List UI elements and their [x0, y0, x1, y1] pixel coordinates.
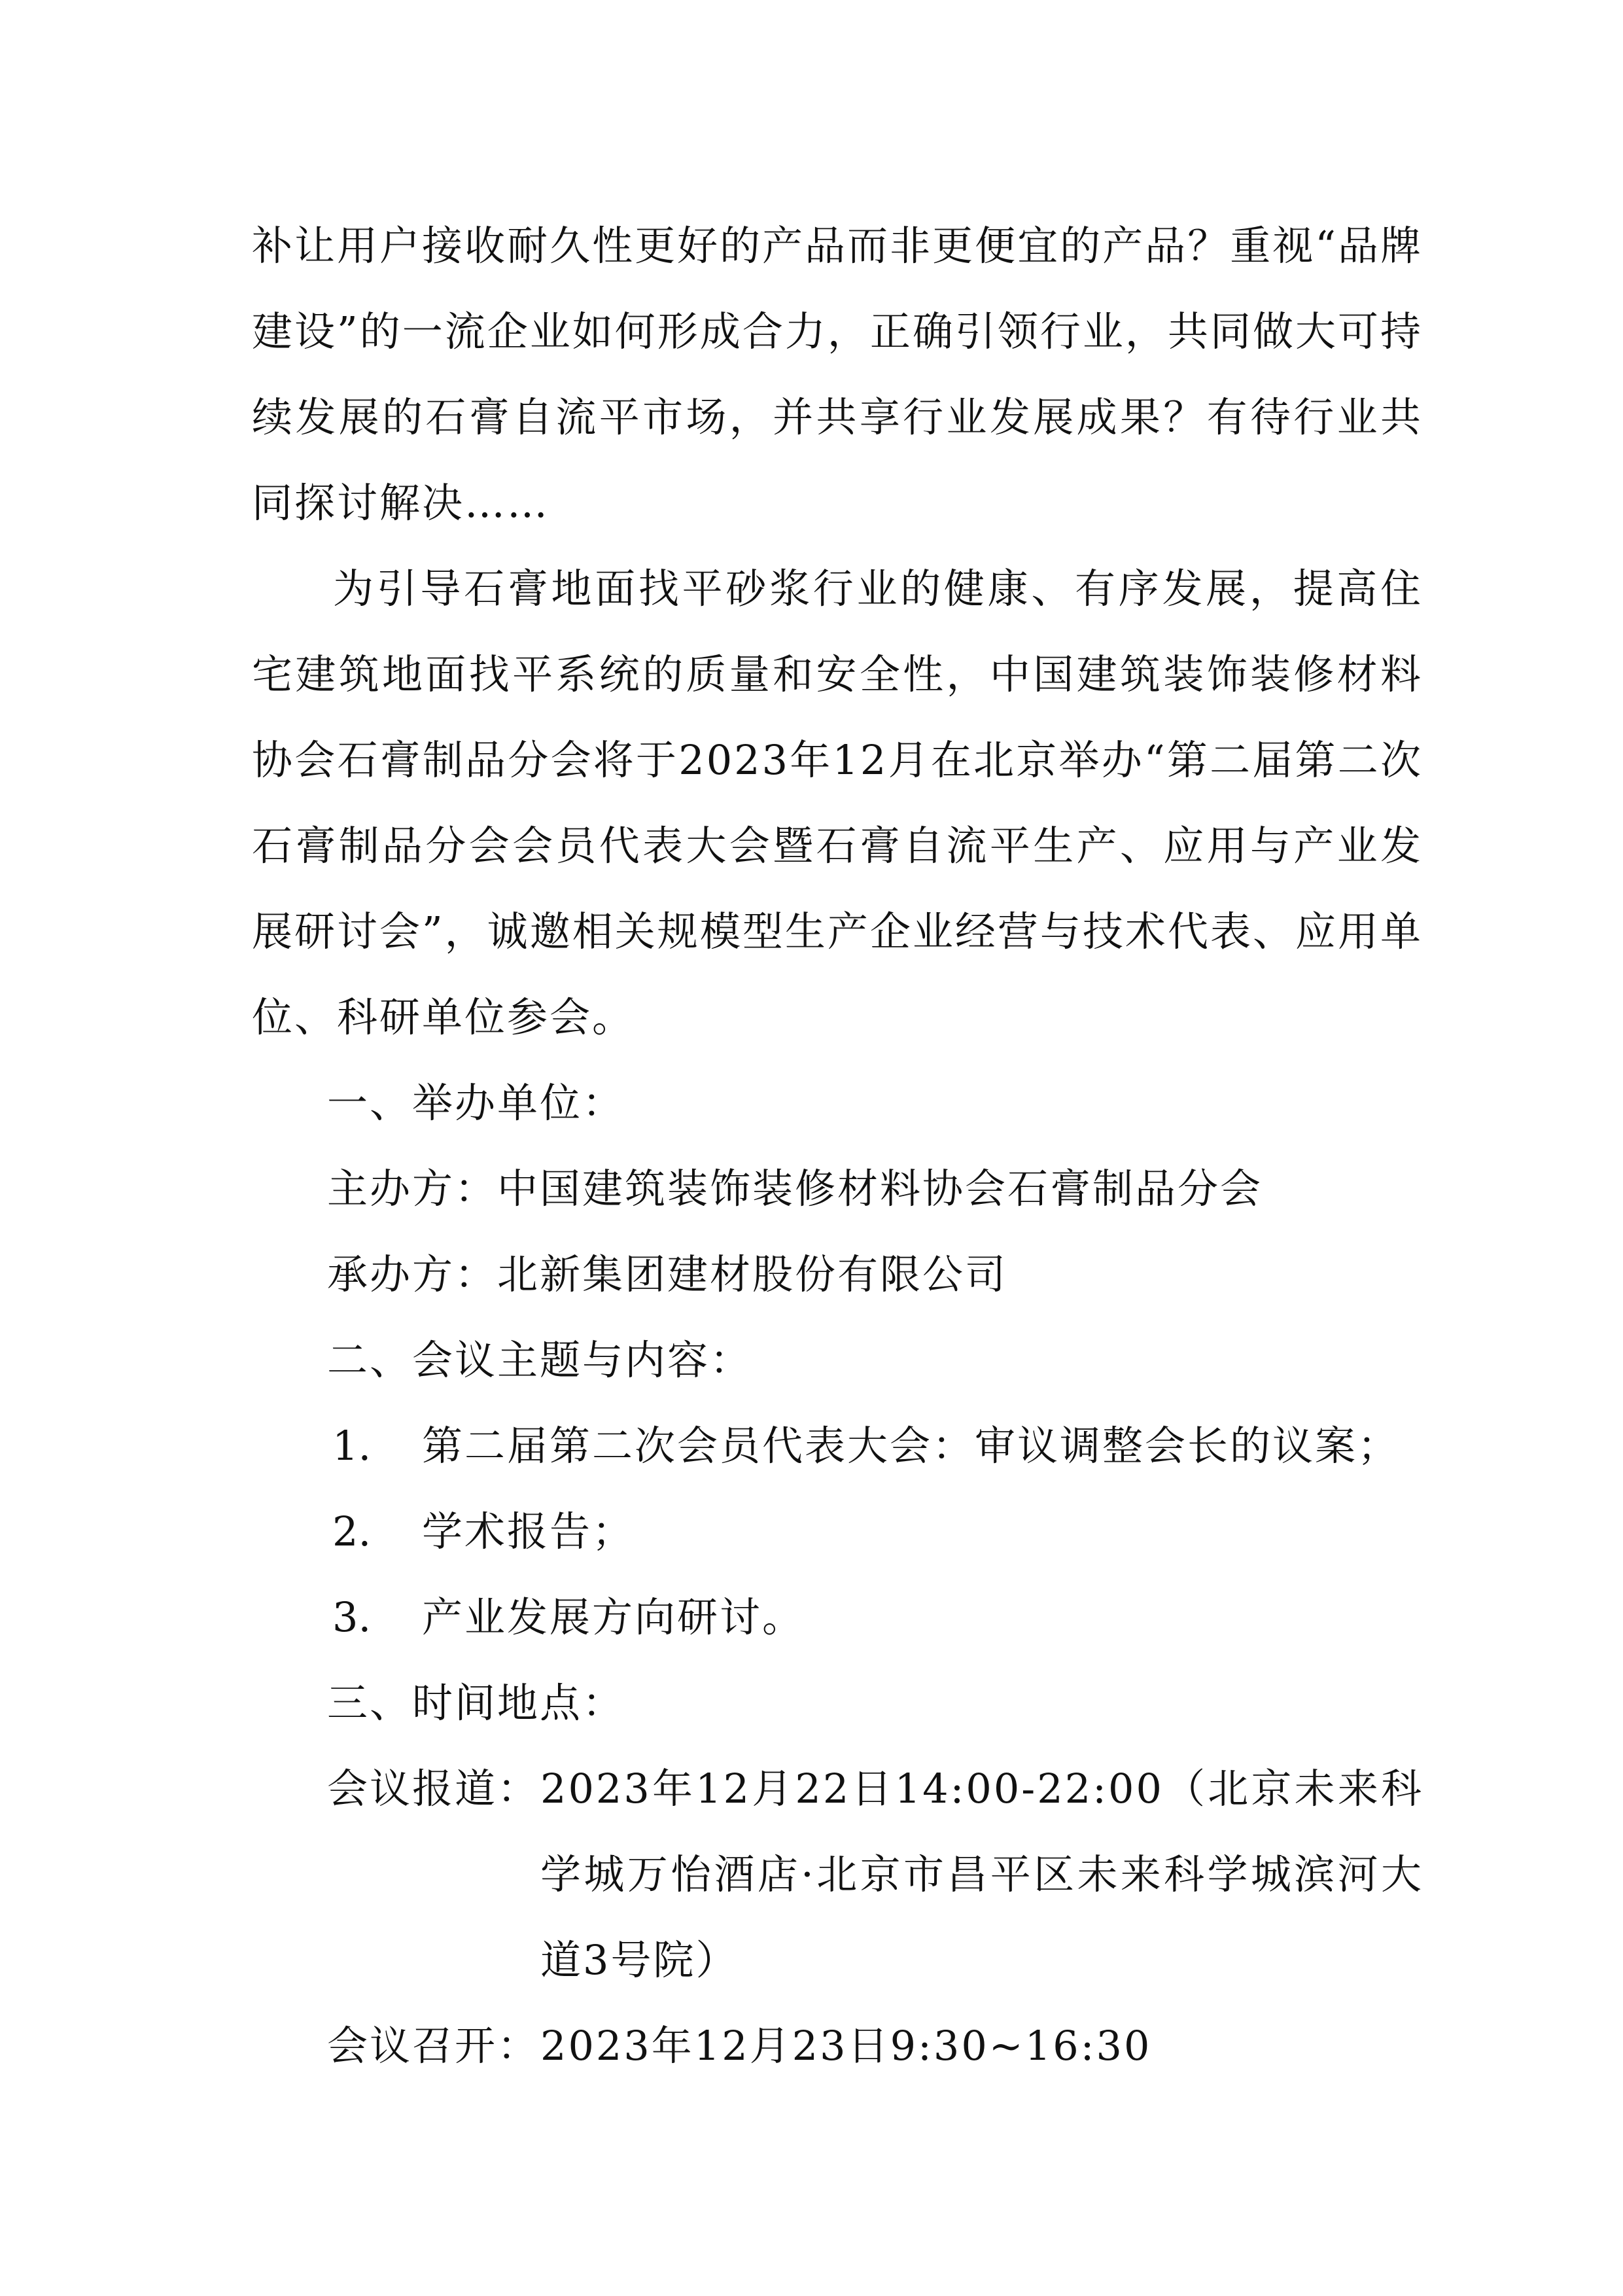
section-heading-organizers: 一、举办单位：	[327, 1079, 625, 1127]
registration-value: 2023年12月22日14:00-22:00（北京未来科学城万怡酒店·北京市昌平区未来科学城滨河大道3号院）	[540, 1765, 1423, 1984]
undertaker-organizer: 承办方：北新集团建材股份有限公司	[327, 1250, 1008, 1298]
topic-item-2: 学术报告；	[422, 1508, 635, 1555]
intro-paragraph: 补让用户接收耐久性更好的产品而非更便宜的产品？重视“品牌建设”的一流企业如何形成合力，正确引领行业，共同做大可持续发展的石膏自流平市场，并共享行业发展成果？有待行业共同探讨解决……	[252, 222, 1423, 527]
meeting-value: 2023年12月23日9:30~16:30	[540, 2022, 1152, 2070]
topic-item-1: 第二届第二次会员代表大会：审议调整会长的议案；	[422, 1422, 1401, 1470]
section-heading-topics: 二、会议主题与内容：	[327, 1336, 753, 1384]
topic-number-2: 2.	[332, 1508, 372, 1555]
registration-label: 会议报道：	[327, 1765, 540, 1812]
topic-item-3: 产业发展方向研讨。	[422, 1593, 805, 1641]
topic-number-1: 1.	[332, 1422, 372, 1470]
section-heading-time-place: 三、时间地点：	[327, 1679, 625, 1727]
purpose-paragraph: 为引导石膏地面找平砂浆行业的健康、有序发展，提高住宅建筑地面找平系统的质量和安全性，中国建筑装饰装修材料协会石膏制品分会将于2023年12月在北京举办“第二届第二次石膏制品分会会员代表大会暨石膏自流平生产、应用与产业发展研讨会”，诚邀相关规模型生产企业经营与技术代表、应用单位、科研单位参会。	[252, 565, 1423, 1041]
host-organizer: 主办方：中国建筑装饰装修材料协会石膏制品分会	[327, 1165, 1263, 1212]
meeting-label: 会议召开：	[327, 2022, 540, 2070]
topic-number-3: 3.	[332, 1593, 372, 1641]
